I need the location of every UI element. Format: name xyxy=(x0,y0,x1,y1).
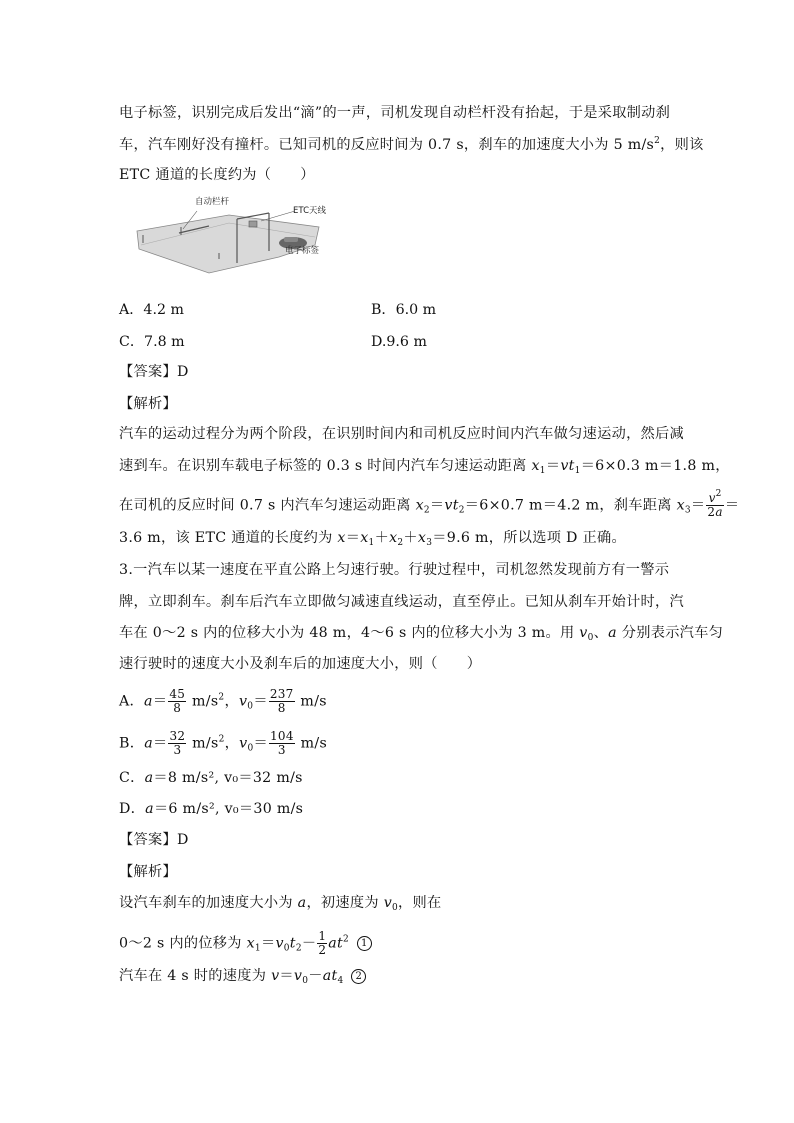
q2-option-d: D.9.6 m xyxy=(371,334,427,350)
q2-option-c: C．7.8 m xyxy=(119,334,185,350)
q3-option-d: D．a＝6 m/s², v₀＝30 m/s xyxy=(119,801,304,817)
q3-answer: 【答案】D xyxy=(119,832,189,848)
intro-line-3: ETC 通道的长度约为（ ） xyxy=(119,167,315,183)
circled-number-2: 2 xyxy=(351,969,366,984)
etc-lane-figure xyxy=(119,193,329,285)
q3-option-c: C．a＝8 m/s², v₀＝32 m/s xyxy=(119,770,303,786)
q3-line-3: 车在 0～2 s 内的位移大小为 48 m，4～6 s 内的位移大小为 3 m。用 $v_0$、a 分别表示汽车匀 xyxy=(119,625,724,643)
q3-option-b: B．a＝ $\frac{32}{3}$ $m/s^2$，$v_0=$ $\frac{104}{3}$ m/s xyxy=(119,729,328,757)
q3-analysis-line-3: 汽车在 4 s 时的速度为 $v=v_0-at_4$ 2 xyxy=(119,966,366,986)
intro-line-2: 车，汽车刚好没有撞杆。已知司机的反应时间为 0.7 s，刹车的加速度大小为 5 $m/s^2$，则该 xyxy=(119,136,704,153)
q2-analysis-line-1: 汽车的运动过程分为两个阶段，在识别时间内和司机反应时间内汽车做匀速运动，然后减 xyxy=(119,426,685,442)
q3-analysis-line-1: 设汽车刹车的加速度大小为 a，初速度为 $v_0$，则在 xyxy=(119,895,442,913)
q3-line-1: 3.一汽车以某一速度在平直公路上匀速行驶。行驶过程中，司机忽然发现前方有一警示 xyxy=(119,562,670,578)
label-antenna: ETC天线 xyxy=(293,206,326,216)
q2-option-a: A．4.2 m xyxy=(119,302,184,318)
q3-analysis-title: 【解析】 xyxy=(119,864,177,880)
q2-answer: 【答案】D xyxy=(119,364,189,380)
q3-line-4: 速行驶时的速度大小及刹车后的加速度大小，则（ ） xyxy=(119,656,482,672)
label-gate: 自动栏杆 xyxy=(195,197,230,207)
q2-analysis-line-3: 在司机的反应时间 0.7 s 内汽车匀速运动距离 $x_2=vt_2=6\times 0.7$ m＝4.2 m，刹车距离 $x_3=$ $\frac{v^2}{2a}$ ＝ xyxy=(119,489,740,519)
label-tag: 电子标签 xyxy=(285,246,320,256)
q2-analysis-line-4: 3.6 m，该 ETC 通道的长度约为 $x=x_1+x_2+x_3=9.6$ m，所以选项 D 正确。 xyxy=(119,530,626,548)
circled-number-1: 1 xyxy=(357,936,372,951)
q3-analysis-line-2: 0～2 s 内的位移为 $x_1=v_0t_2-$ $\frac{1}{2}$ $at^2$ 1 xyxy=(119,930,372,957)
q2-analysis-title: 【解析】 xyxy=(119,396,177,412)
q2-fraction-v2-2a: $\frac{v^2}{2a}$ xyxy=(707,489,723,519)
q3-option-a: A．a＝ $\frac{45}{8}$ $m/s^2$，$v_0=$ $\frac{237}{8}$ m/s xyxy=(119,687,327,715)
q3-line-2: 牌，立即刹车。刹车后汽车立即做匀减速直线运动，直至停止。已知从刹车开始计时，汽 xyxy=(119,594,685,610)
intro-line-1: 电子标签，识别完成后发出“滴”的一声，司机发现自动栏杆没有抬起，于是采取制动刹 xyxy=(119,105,671,121)
q2-option-b: B．6.0 m xyxy=(371,302,437,318)
q2-analysis-line-2: 速到车。在识别车载电子标签的 0.3 s 时间内汽车匀速运动距离 $x_1=vt_1=6\times 0.3$ m＝1.8 m， xyxy=(119,458,730,476)
